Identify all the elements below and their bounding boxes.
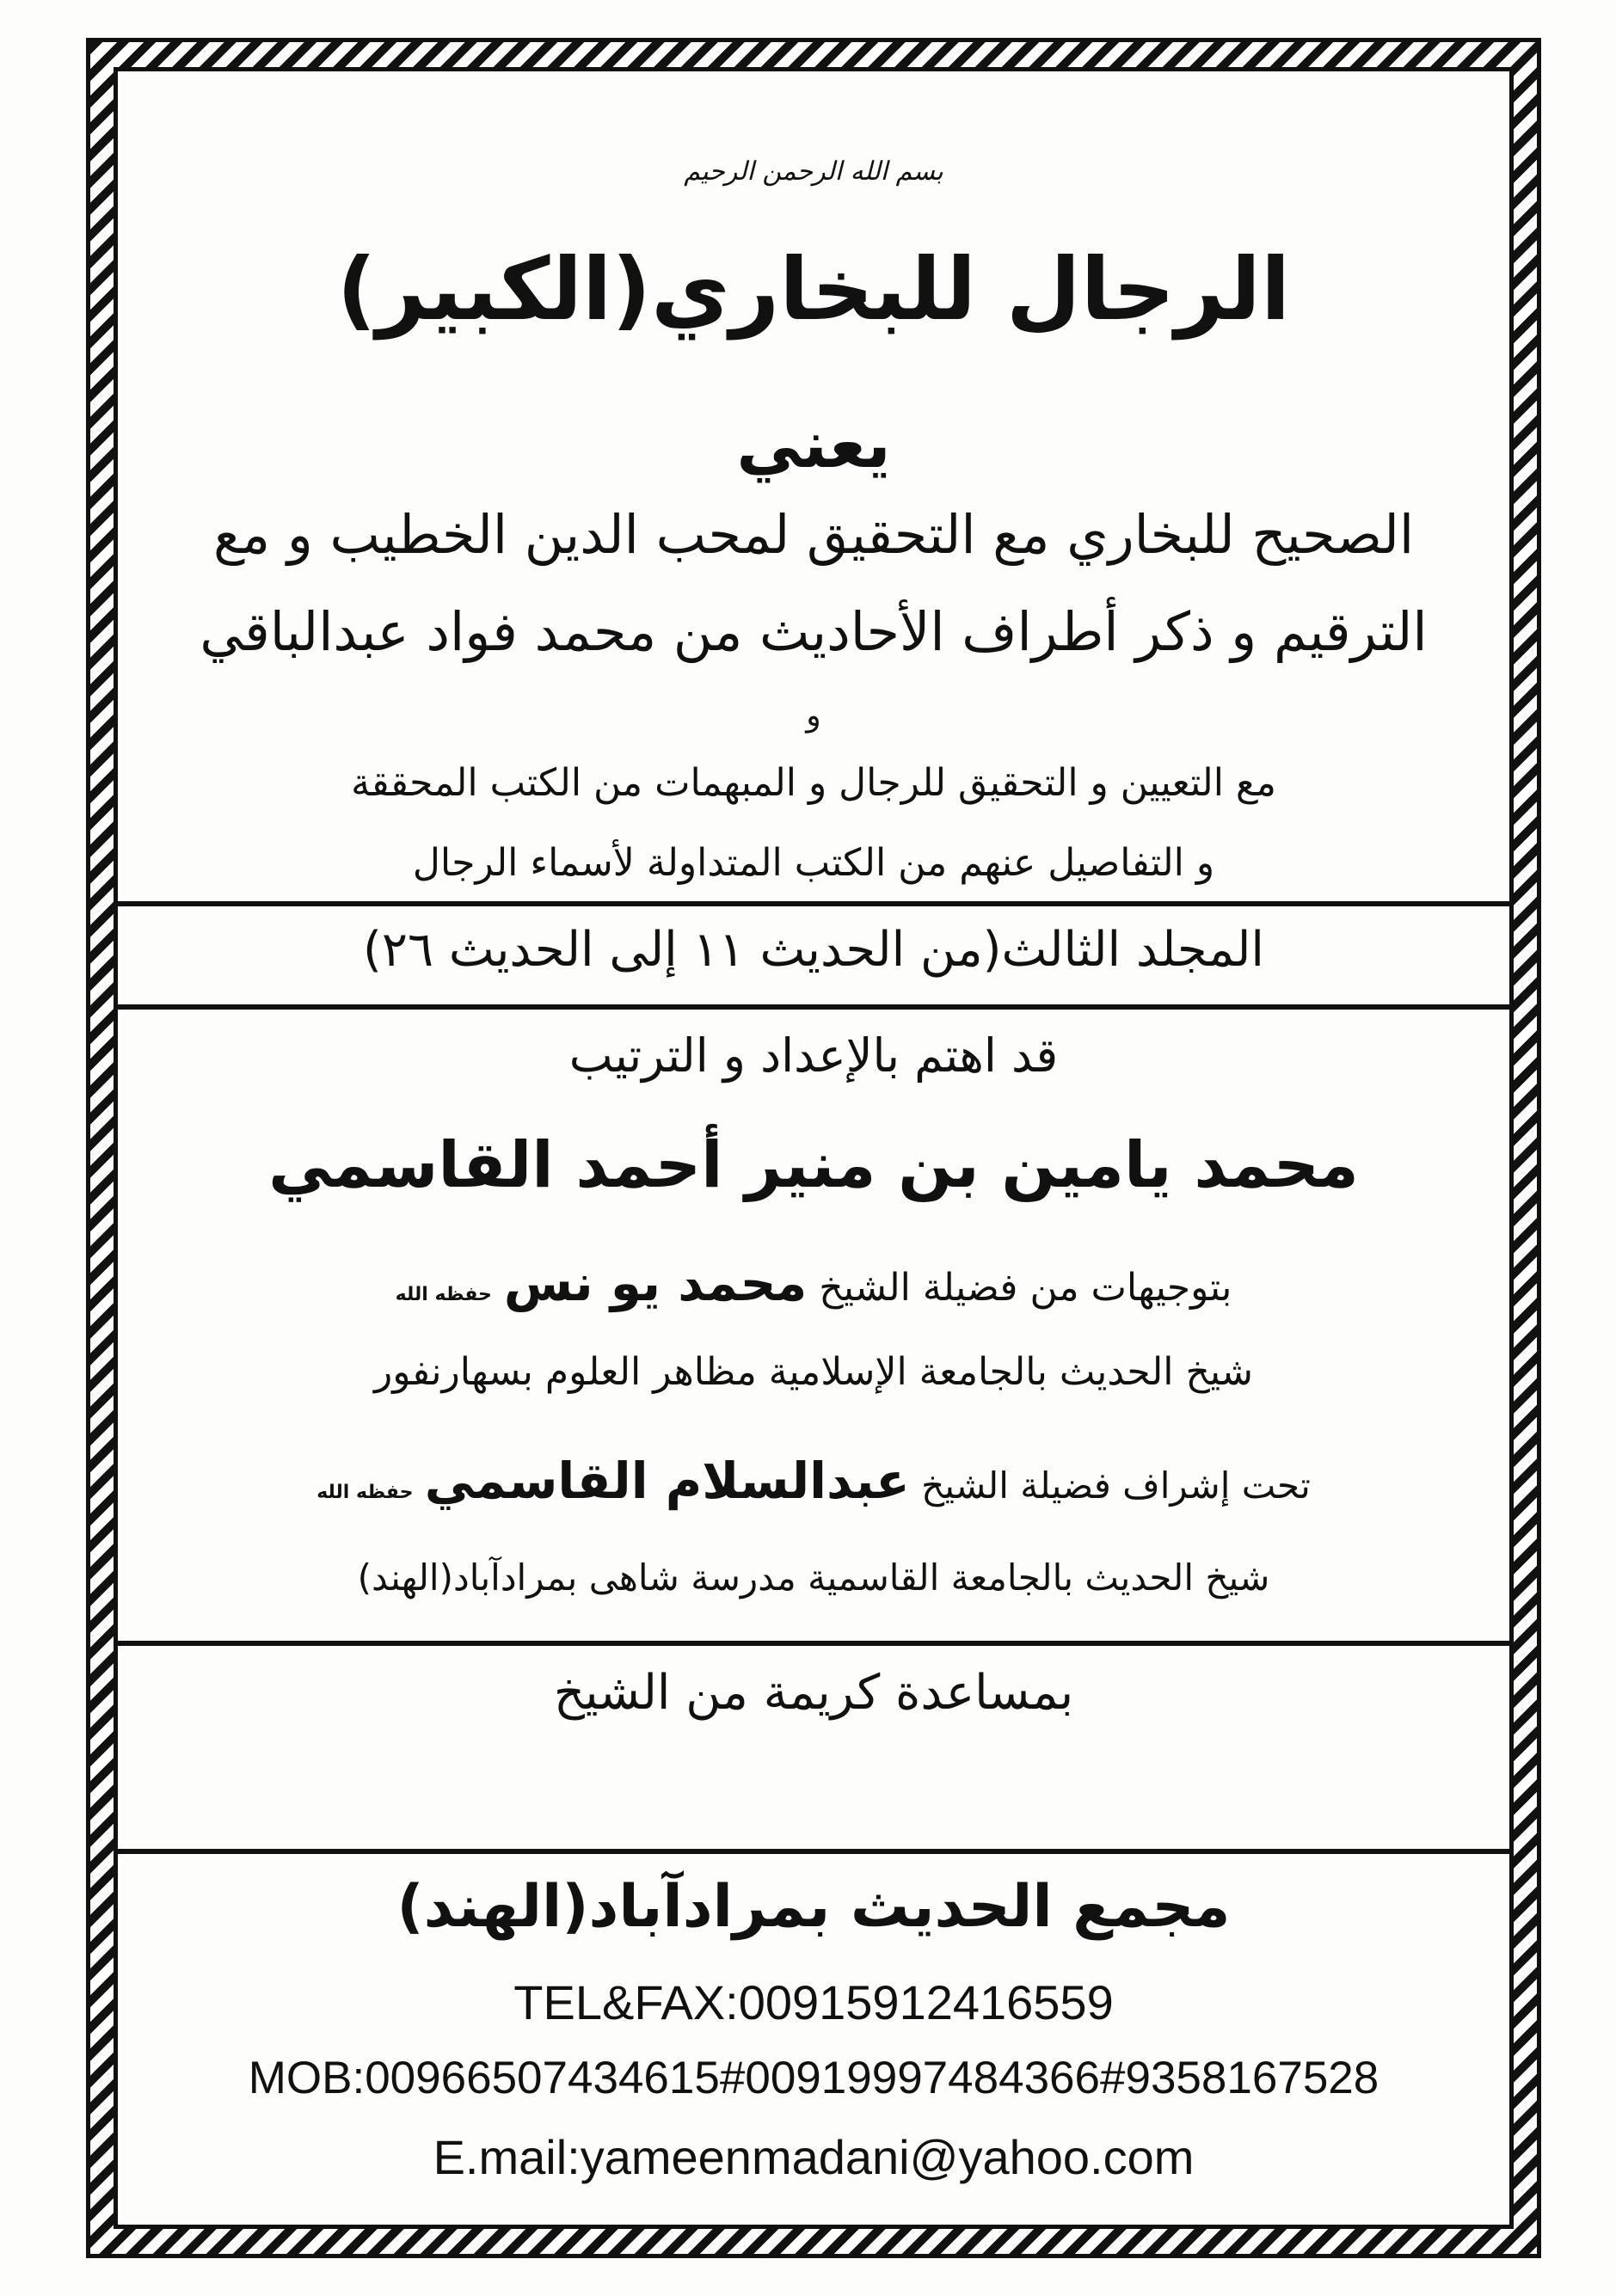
description-conjunction: و [806,698,821,734]
assistance-text: بمساعدة كريمة من الشيخ [553,1665,1074,1721]
divider-2 [114,1004,1514,1010]
description-line-3: مع التعيين و التحقيق للرجال و المبهمات من الكتب المحققة [351,761,1276,805]
prepared-by: قد اهتم بالإعداد و الترتيب [568,1028,1059,1083]
supervision-prefix: تحت إشراف فضيلة الشيخ [921,1464,1311,1507]
subtitle: يعني [736,406,891,482]
author-name: محمد يامين بن منير أحمد القاسمي [268,1128,1359,1202]
divider-3 [114,1641,1514,1646]
publisher-mobile: MOB:00966507434615#00919997484366#9358167528 [248,2053,1379,2103]
page-title: الرجال للبخاري(الكبير) [336,239,1291,340]
supervision-name: عبدالسلام القاسمي [424,1452,910,1510]
basmala: بسم الله الرحمن الرحيم [684,157,943,187]
supervision-honorific: حفظه الله [316,1482,414,1503]
divider-1 [114,901,1514,906]
guidance-line [114,1254,1514,1312]
guidance-title: شيخ الحديث بالجامعة الإسلامية مظاهر العلوم بسهارنفور [373,1350,1254,1394]
description-line-1: الصحيح للبخاري مع التحقيق لمحب الدين الخطيب و مع [212,503,1415,566]
volume-label: المجلد الثالث(من الحديث ١١ إلى الحديث ٢٦) [363,922,1264,978]
supervision-title: شيخ الحديث بالجامعة القاسمية مدرسة شاهى بمرادآباد(الهند) [357,1556,1270,1599]
guidance-prefix: بتوجيهات من فضيلة الشيخ [819,1266,1232,1310]
publisher-email: E.mail:yameenmadani@yahoo.com [433,2130,1195,2184]
divider-4 [114,1849,1514,1854]
guidance-name: محمد يو نس [503,1254,808,1312]
description-line-4: و التفاصيل عنهم من الكتب المتداولة لأسماء الرجال [412,841,1215,885]
publisher-tel: TEL&FAX:00915912416559 [513,1975,1114,2029]
publisher-name: مجمع الحديث بمرادآباد(الهند) [396,1873,1231,1941]
description-line-2: الترقيم و ذكر أطراف الأحاديث من محمد فواد عبدالباقي [200,600,1428,663]
supervision-line [114,1452,1514,1510]
guidance-honorific: حفظه الله [395,1284,492,1305]
